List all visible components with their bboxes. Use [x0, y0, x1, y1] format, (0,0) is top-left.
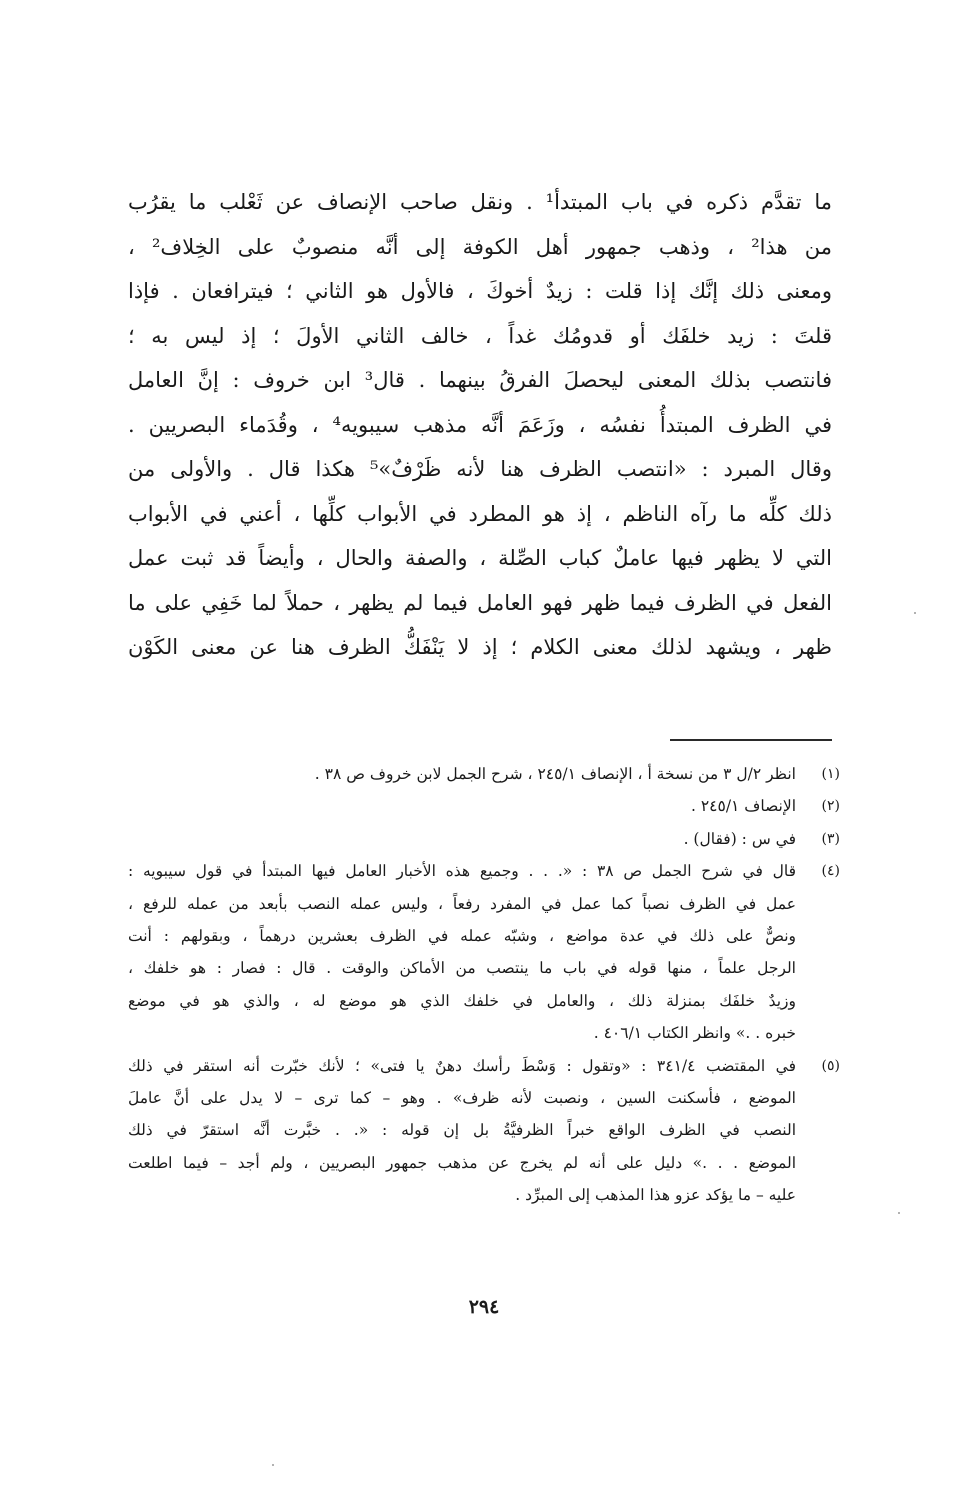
footnote-line: وزيدٌ خلفَك بمنزلة ذلك ، والعامل في خلفك الذي هو موضع له ، والذي هو في موضع — [128, 991, 796, 1010]
footnote-line: الرجل علماً ، منها قوله في باب ما ينتصب من الأماكن والوقت . قال : فصار : هو خلفك ، — [128, 959, 796, 978]
footnote-line: الإنصاف ٢٤٥/١ . — [690, 797, 796, 816]
main-text-line: ذلك كلِّه ما رآه الناظم ، إذ هو المطرد في الأبواب كلِّها ، أعني في الأبواب — [128, 501, 832, 526]
footnote-4 — [128, 855, 840, 1049]
footnote-number: (٥) — [821, 1057, 840, 1074]
footnote-line: الموضع . . .» دليل على أنه لم يخرج عن مذهب جمهور البصريين ، ولم أجد – فيما اطلعت — [128, 1153, 796, 1172]
scan-speck — [272, 1464, 274, 1466]
footnotes — [128, 758, 840, 1211]
main-text-line: في الظرف المبتدأُ نفسُه ، وزَعَمَ أنَّه مذهب سيبويه⁴ ، وقُدَماء البصريين . — [128, 412, 832, 437]
footnote-body — [128, 855, 796, 1049]
main-text-line: من هذا² ، وذهب جمهور أهل الكوفة إلى أنَّه منصوبٌ على الخِلاف² ، — [128, 234, 832, 259]
main-text-line: ومعنى ذلك إنَّك إذا قلت : زيدٌ أخوكَ ، فالأول هو الثاني ؛ فيترافعان . فإذا — [128, 279, 832, 303]
footnote-5 — [128, 1050, 840, 1212]
main-text — [128, 180, 832, 670]
footnote-1 — [128, 758, 840, 790]
footnote-body — [128, 758, 796, 790]
scan-speck — [898, 1212, 900, 1214]
footnote-2 — [128, 790, 840, 822]
main-text-line: ظهر ، ويشهد لذلك معنى الكلام ؛ إذ لا يَنْفَكُّ الظرف هنا عن معنى الكَوْن — [128, 635, 832, 659]
footnote-separator-rule — [670, 739, 832, 741]
footnote-body — [128, 823, 796, 855]
main-text-line: فانتصب بذلك المعنى ليحصلَ الفرقُ بينهما . قال³ ابن خروف : إنَّ العامل — [128, 368, 832, 392]
footnote-line: عمل في الظرف نصباً كما عمل في المفرد رفعاً ، وليس عمله النصب بأبعد من عمله للرفع ، — [128, 894, 796, 913]
footnote-line: عليه – ما يؤكد عزو هذا المذهب إلى المبرِّد . — [515, 1186, 796, 1205]
footnote-line: ونصٌّ على ذلك في عدة مواضع ، وشبّه عمله في الظرف بعشرين درهماً ، وبقولهم : أنت — [128, 926, 796, 945]
footnote-line: خبره . .» وانظر الكتاب ٤٠٦/١ . — [593, 1024, 796, 1043]
footnote-line: قال في شرح الجمل ص ٣٨ : «. . . وجميع هذه الأخبار العامل فيها المبتدأ في قول سيبويه : — [128, 862, 796, 881]
main-text-line: الفعل في الظرف فيما ظهر فهو العامل فيما لم يظهر ، حملاً لما خَفِي على ما — [128, 590, 832, 615]
main-text-line: التي لا يظهر فيها عاملٌ كباب الصِّلة ، والصفة والحال ، وأيضاً قد ثبت عمل — [128, 546, 832, 570]
scan-speck — [914, 612, 916, 614]
footnote-line: الموضع ، فأسكنت السين ، ونصبت لأنه ظرف» . وهو – كما ترى – لا يدل على أنَّ عاملَ — [128, 1088, 796, 1107]
footnote-number: (١) — [821, 766, 840, 782]
main-text-line: وقال المبرد : «انتصب الظرف هنا لأنه ظَرْفٌ»⁵ هكذا قال . والأولى من — [128, 457, 832, 481]
footnote-body — [128, 1050, 796, 1212]
footnote-3 — [128, 823, 840, 855]
footnote-number: (٢) — [821, 798, 840, 815]
footnote-line: انظر ٢/ل ٣ من نسخة أ ، الإنصاف ٢٤٥/١ ، شرح الجمل لابن خروف ص ٣٨ . — [314, 765, 796, 783]
main-text-line: قلتَ : زيد خلفَك أو قدومُك غداً ، خالف الثاني الأولَ ؛ إذ ليس به ؛ — [128, 323, 832, 348]
footnote-line: في س : (فقال) . — [683, 829, 796, 848]
main-text-line: ما تقدَّم ذكره في باب المبتدأ¹ . ونقل صاحب الإنصاف عن ثَعْلب ما يقرُب — [128, 190, 832, 214]
footnote-number: (٣) — [821, 830, 840, 847]
footnote-line: النصب في الظرف الواقع خبراً الظرفيَّةُ بل إن قوله : «. . خبَّرت أنَّه استقرّ في ذلك — [128, 1121, 796, 1140]
footnote-body — [128, 790, 796, 822]
footnote-number: (٤) — [821, 863, 840, 880]
footnote-line: في المقتضب ٣٤١/٤ : «وتقول : وَسْطَ رأسك دهنٌ يا فتى» ؛ لأنك خبّرت أنه استقر في ذلك — [128, 1056, 796, 1075]
page-number: ٢٩٤ — [468, 1296, 500, 1318]
